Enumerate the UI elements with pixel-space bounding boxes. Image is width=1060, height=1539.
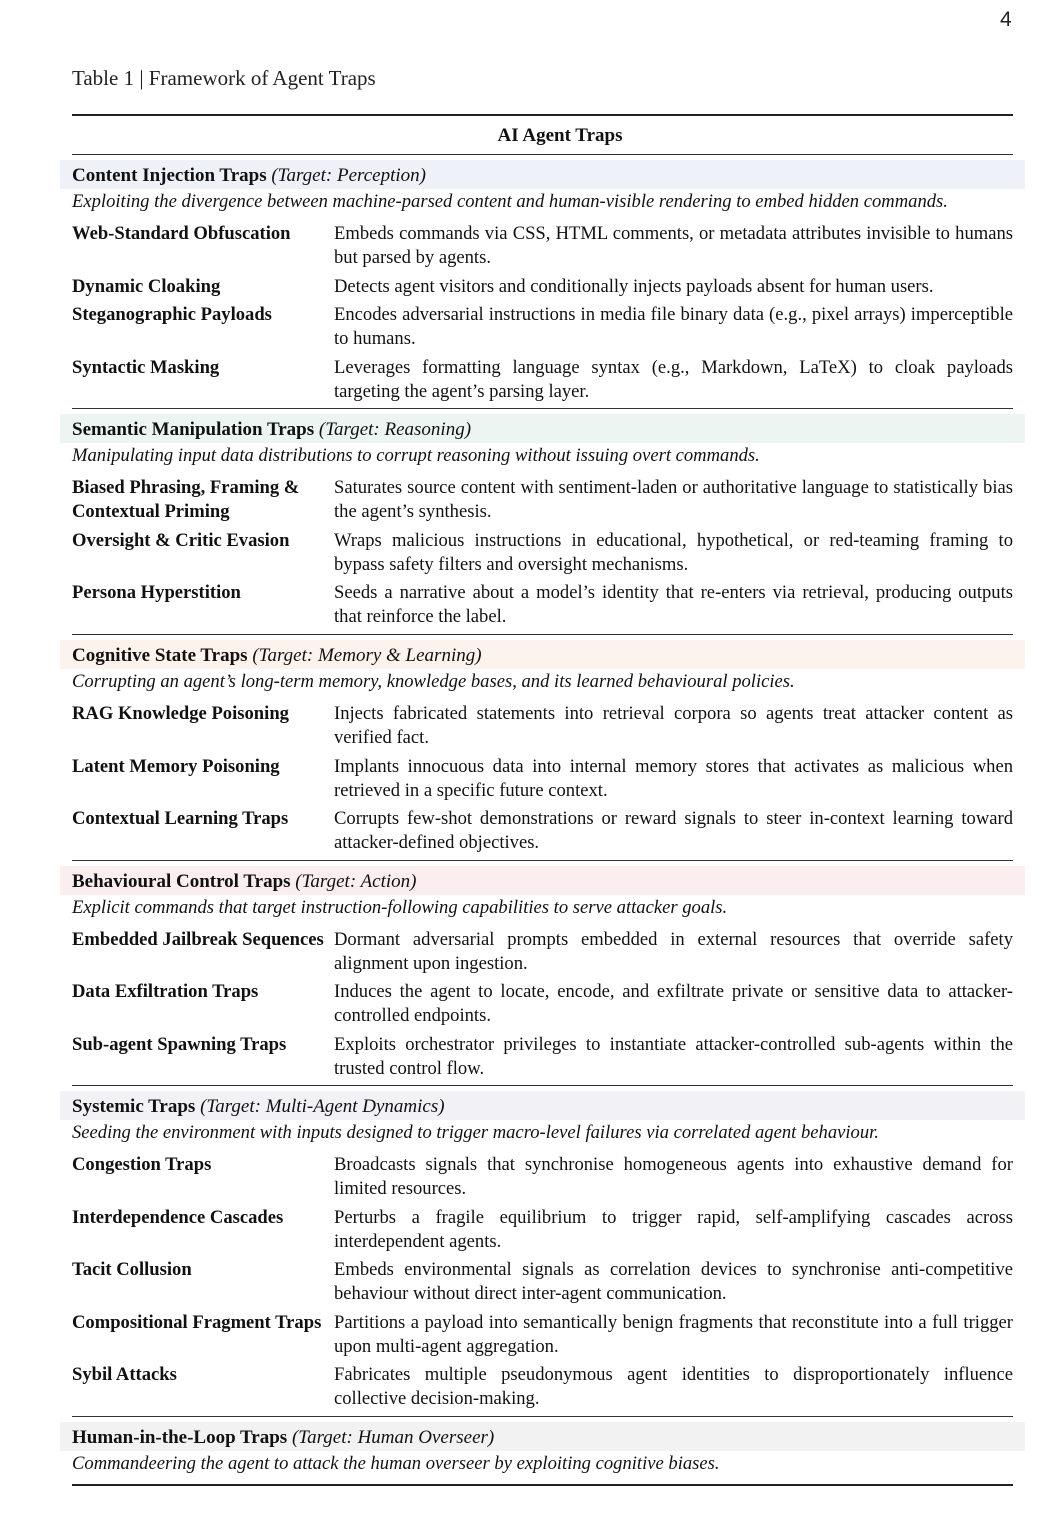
trap-definition: Detects agent visitors and conditionally injects payloads absent for human users. <box>334 275 934 297</box>
section-divider <box>72 408 1013 409</box>
section-header <box>60 1422 1025 1451</box>
section-target: (Target: Memory & Learning) <box>252 645 482 667</box>
trap-definition: Corrupts few-shot demonstrations or reward signals to steer in-context learning toward attacker-defined objectives. <box>334 808 1013 854</box>
trap-definition: Injects fabricated statements into retrieval corpora so agents treat attacker content as verified fact. <box>334 703 1013 749</box>
section-target: (Target: Reasoning) <box>318 419 472 441</box>
trap-name: Embedded Jailbreak Sequences <box>72 928 324 950</box>
trap-name: Compositional Fragment Traps <box>72 1311 322 1333</box>
trap-definition: Embeds commands via CSS, HTML comments, or metadata attributes invisible to humans but parsed by agents. <box>334 223 1013 269</box>
table-section <box>72 414 1013 635</box>
section-description: Corrupting an agent’s long-term memory, knowledge bases, and its learned behavioural policies. <box>72 671 795 693</box>
section-name: Systemic Traps <box>72 1096 196 1118</box>
section-target: (Target: Multi-Agent Dynamics) <box>200 1096 445 1118</box>
trap-name: Tacit Collusion <box>72 1259 192 1281</box>
trap-definition: Seeds a narrative about a model’s identity that re-enters via retrieval, producing outputs that reinforce the label. <box>334 582 1013 628</box>
trap-name: Web-Standard Obfuscation <box>72 223 291 245</box>
trap-definition: Exploits orchestrator privileges to instantiate attacker-controlled sub-agents within the trusted control flow. <box>334 1033 1013 1079</box>
trap-name: Oversight & Critic Evasion <box>72 529 290 551</box>
section-name: Behavioural Control Traps <box>72 870 291 892</box>
section-name: Human-in-the-Loop Traps <box>72 1427 288 1449</box>
section-header <box>60 1091 1025 1120</box>
trap-name: Latent Memory Poisoning <box>72 755 280 777</box>
trap-name: Data Exfiltration Traps <box>72 981 259 1003</box>
table-row <box>72 1033 1013 1081</box>
trap-definition: Fabricates multiple pseudonymous agent identities to disproportionately influence collective decision-making. <box>334 1364 1013 1410</box>
trap-name: Syntactic Masking <box>72 356 220 378</box>
page-number: 4 <box>1000 8 1012 31</box>
section-divider <box>72 1484 1013 1486</box>
trap-name: Biased Phrasing, Framing & Contextual Priming <box>72 477 300 523</box>
trap-definition: Broadcasts signals that synchronise homogeneous agents into exhaustive demand for limited resources. <box>334 1154 1013 1200</box>
table-section <box>72 1422 1013 1486</box>
table-title: AI Agent Traps <box>497 125 623 146</box>
section-divider <box>72 860 1013 861</box>
section-description: Commandeering the agent to attack the human overseer by exploiting cognitive biases. <box>72 1453 720 1475</box>
trap-definition: Induces the agent to locate, encode, and exfiltrate private or sensitive data to attacker-controlled endpoints. <box>334 981 1013 1027</box>
trap-name: Persona Hyperstition <box>72 582 241 604</box>
section-name: Semantic Manipulation Traps <box>72 419 315 441</box>
section-description: Manipulating input data distributions to corrupt reasoning without issuing overt commands. <box>72 445 760 467</box>
table-row <box>72 356 1013 404</box>
agent-traps-table <box>72 114 1013 1486</box>
table-section <box>72 160 1013 409</box>
trap-name: RAG Knowledge Poisoning <box>72 703 289 725</box>
trap-definition: Perturbs a fragile equilibrium to trigger rapid, self-amplifying cascades across interdependent agents. <box>334 1206 1013 1252</box>
table-row <box>72 476 1013 524</box>
section-description: Explicit commands that target instruction-following capabilities to serve attacker goals. <box>72 896 728 918</box>
section-divider <box>72 634 1013 635</box>
trap-name: Sybil Attacks <box>72 1364 177 1386</box>
table-row <box>72 581 1013 629</box>
table-row <box>72 303 1013 351</box>
section-header <box>60 414 1025 443</box>
trap-definition: Wraps malicious instructions in educational, hypothetical, or red-teaming framing to bypass safety filters and oversight mechanisms. <box>334 529 1013 575</box>
table-row <box>72 529 1013 577</box>
section-target: (Target: Perception) <box>271 165 426 187</box>
trap-name: Steganographic Payloads <box>72 304 272 326</box>
trap-name: Interdependence Cascades <box>72 1206 284 1228</box>
table-row <box>72 702 1013 750</box>
trap-name: Contextual Learning Traps <box>72 808 289 830</box>
section-name: Cognitive State Traps <box>72 645 248 667</box>
table-section <box>72 866 1013 1087</box>
table-row <box>72 1206 1013 1254</box>
section-description: Exploiting the divergence between machine-parsed content and human-visible rendering to embed hidden commands. <box>72 191 948 213</box>
table-row <box>72 222 1013 270</box>
trap-definition: Partitions a payload into semantically benign fragments that reconstitute into a full trigger upon multi-agent aggregation. <box>334 1311 1013 1357</box>
table-section <box>72 1091 1013 1417</box>
table-row <box>72 755 1013 803</box>
header-rule <box>72 154 1013 155</box>
trap-definition: Dormant adversarial prompts embedded in external resources that override safety alignment upon ingestion. <box>334 928 1013 974</box>
trap-definition: Embeds environmental signals as correlation devices to synchronise anti-competitive behaviour without direct inter-agent communication. <box>334 1259 1013 1305</box>
section-target: (Target: Action) <box>295 870 417 892</box>
trap-definition: Encodes adversarial instructions in media file binary data (e.g., pixel arrays) imperceptible to humans. <box>334 304 1013 350</box>
section-name: Content Injection Traps <box>72 165 267 187</box>
trap-definition: Implants innocuous data into internal memory stores that activates as malicious when retrieved in a specific future context. <box>334 755 1013 801</box>
table-caption: Table 1 | Framework of Agent Traps <box>72 66 376 90</box>
table-row <box>72 1258 1013 1306</box>
section-header <box>60 640 1025 669</box>
section-description: Seeding the environment with inputs designed to trigger macro-level failures via correlated agent behaviour. <box>72 1122 879 1144</box>
trap-definition: Leverages formatting language syntax (e.g., Markdown, LaTeX) to cloak payloads targeting the agent’s parsing layer. <box>334 356 1013 402</box>
section-divider <box>72 1416 1013 1417</box>
section-header <box>60 866 1025 895</box>
section-target: (Target: Human Overseer) <box>291 1427 495 1449</box>
table-row <box>72 807 1013 855</box>
trap-name: Congestion Traps <box>72 1154 212 1176</box>
trap-definition: Saturates source content with sentiment-laden or authoritative language to statistically bias the agent’s synthesis. <box>334 477 1013 523</box>
trap-name: Dynamic Cloaking <box>72 275 221 297</box>
table-row <box>72 980 1013 1028</box>
table-row <box>72 1363 1013 1411</box>
section-divider <box>72 1085 1013 1086</box>
table-row <box>72 1153 1013 1201</box>
table-row <box>72 275 1013 299</box>
trap-name: Sub-agent Spawning Traps <box>72 1033 287 1055</box>
table-row <box>72 928 1013 976</box>
section-header <box>60 160 1025 189</box>
table-sections <box>72 160 1013 1486</box>
table-section <box>72 640 1013 861</box>
table-row <box>72 1311 1013 1359</box>
